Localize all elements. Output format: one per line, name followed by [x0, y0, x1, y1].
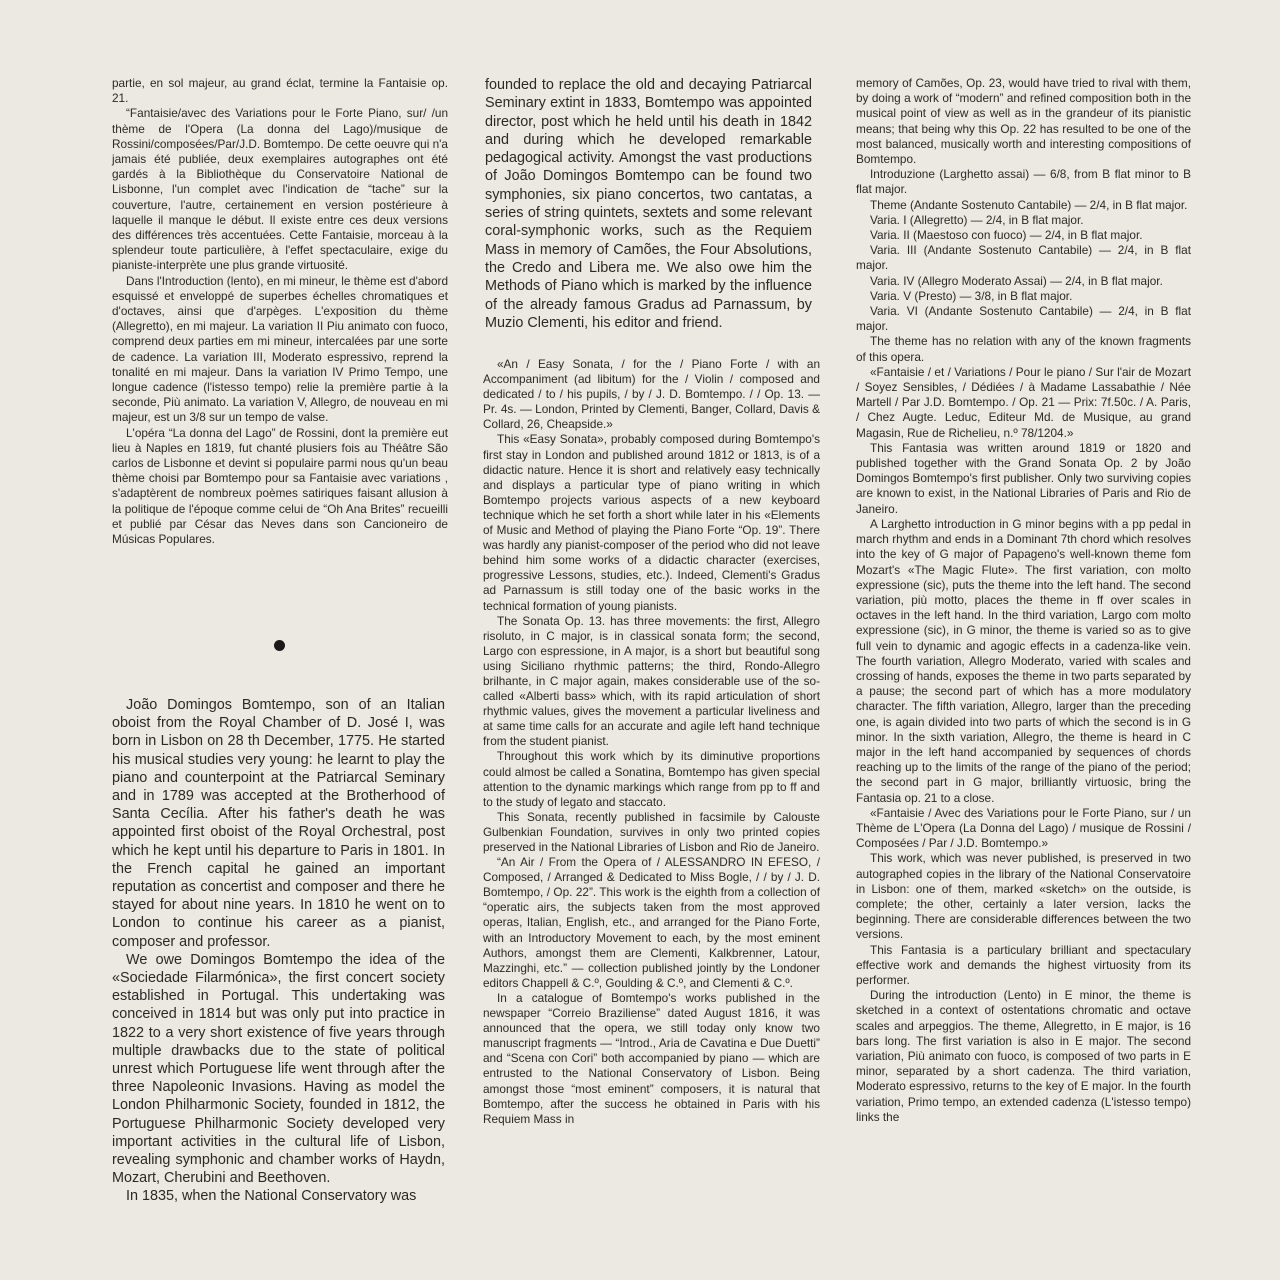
- paragraph: Theme (Andante Sostenuto Cantabile) — 2/4, in B flat major.: [870, 197, 1188, 212]
- paragraph: founded to replace the old and decaying Patriarcal Seminary extint in 1833, Bomtempo was appointed director, post which he held until his death in 1842 and during which he developed remarkable pedagogical activity. Amongst the vast productions of João Domingos Bomtempo can be found two symphonies, six piano concertos, two cantatas, a series of string quintets, sextets and some relevant coral-symphonic works, such as the Requiem Mass in memory of Camões, the Four Absolutions, the Credo and Libera me. We also owe him the Methods of Piano which is marked by the influence of the already famous Gradus ad Parnassum, by Muzio Clementi, his editor and friend.: [485, 77, 812, 331]
- paragraph: In 1835, when the National Conservatory was: [126, 1188, 417, 1205]
- paragraph: This Sonata, recently published in facsimile by Calouste Gulbenkian Foundation, survives in only two printed copies preserved in the National Libraries of Lisbon and Rio de Janeiro.: [483, 809, 820, 854]
- paragraph: Dans l'Introduction (lento), en mi mineur, le thème est d'abord esquissé et enveloppé de superbes échelles chromatiques et d'octaves, ainsi que d'arpèges. L'exposition du thème (Allegretto), en mi majeur. La variation II Piu animato con fuoco, comprend deux parties em mi mineur, intercalées par une sorte de cadence. La variation III, Moderato espressivo, reprend la tonalité en mi majeur. Dans la variation IV Primo Tempo, une longue cadence (l'istesso tempo) relie la première partie à la seconde, Più animato. La variation V, Allegro, de nouveau en mi majeur, est un 3/8 sur un tempo de valse.: [112, 273, 448, 425]
- paragraph: During the introduction (Lento) in E minor, the theme is sketched in a context of ostentations chromatic and octave scales and arpeggios. The theme, Allegretto, in E major, is 16 bars long. The first variation is also in E major. The second variation, Più animato con fuoco, is composed of two parts in E minor, separated by a short cadenza. The third variation, Moderato espressivo, returns to the key of E major. In the fourth variation, Primo tempo, an extended cadenza (L'istesso tempo) links the: [856, 988, 1191, 1124]
- paragraph: This Fantasia was written around 1819 or 1820 and published together with the Grand Sonata Op. 2 by João Domingos Bomtempo's first publisher. Only two surviving copies are known to exist, in the National Libraries of Paris and Rio de Janeiro.: [856, 440, 1191, 516]
- section-divider-dot: [274, 640, 285, 651]
- paragraph: L'opéra “La donna del Lago” de Rossini, dont la première eut lieu à Naples en 1819, fut chanté plusiers fois au Théâtre São carlos de Lisbonne et devint si populaire parmi nous qu'un beau thème choisi par Bomtempo pour sa Fantaisie avec variations , s'adaptèrent de nombreux poèmes satiriques faisant allusion à la politique de l'époque comme celui de “Oh Ana Brites” recueilli et publié par César das Neves dans son Cancioneiro de Músicas Populares.: [112, 425, 448, 547]
- paragraph: partie, en sol majeur, au grand éclat, termine la Fantaisie op. 21.: [112, 76, 448, 106]
- paragraph: A Larghetto introduction in G minor begins with a pp pedal in march rhythm and ends in a Dominant 7th chord which resolves into the key of G major of Papageno's well-known theme fom Mozart's «The Magic Flute». The first variation, con molto expressione (sic), puts the theme into the left hand. The second variation, più motto, places the theme in ff over scales in octaves in the left hand. In the third variation, Largo com molto expressione (sic), in G minor, the theme is varied so as to give full vein to dynamic and agogic effects in a cadenza-like vein. The fourth variation, Allegro Moderato, varied with scales and crossing of hands, exposes the theme in two parts separated by a pause; the second part of which has a more modulatory character. The fifth variation, Allegro, larger than the preceding one, is again divided into two parts of which the second is in G minor. In the sixth variation, Allegro, the theme is heard in C major in the left hand accompanied by sequences of chords reaching up to the limits of the range of the piano of the period; the second part in G major, brilliantly virtuosic, bring the Fantasia op. 21 to a close.: [856, 516, 1191, 805]
- biography-column: [112, 696, 445, 1206]
- fantasia-notes-column: [856, 76, 1191, 1125]
- paragraph: Varia. V (Presto) — 3/8, in B flat major.: [870, 288, 1073, 303]
- paragraph: Varia. II (Maestoso con fuoco) — 2/4, in B flat major.: [870, 228, 1143, 243]
- paragraph: memory of Camões, Op. 23, would have tried to rival with them, by doing a work of “modern” and refined composition both in the musical point of view as well as in the grandeur of its pianistic means; that being why this Op. 22 has resulted to be one of the most balanced, musically worth and interesting compositions of Bomtempo.: [856, 76, 1191, 167]
- paragraph: This «Easy Sonata», probably composed during Bomtempo's first stay in London and published around 1812 or 1813, is of a didactic nature. Hence it is short and relatively easy technically and displays a particular type of piano writing in which Bomtempo projects various aspects of a new keyboard technique which he set forth a short while later in his «Elements of Music and Method of playing the Piano Forte “Op. 19”. There was hardly any pianist-composer of the period who did not leave behind him some works of a didactic character (exercises, progressive Lessons, studies, etc.). Indeed, Clementi's Gradus ad Parnassum is still today one of the basic works in the technical formation of young pianists.: [483, 432, 820, 613]
- paragraph: The Sonata Op. 13. has three movements: the first, Allegro risoluto, in C major, is in classical sonata form; the second, Largo con espressione, in A major, is a short but beautiful song using Siciliano rhythmic patterns; the third, Rondo-Allegro brilhante, in C major again, makes considerable use of the so-called «Alberti bass» which, with its rapid articulation of short rhythmic values, gives the movement a particular liveliness and at same time calls for an accurate and agile left hand technique from the student pianist.: [483, 613, 820, 749]
- paragraph: «An / Easy Sonata, / for the / Piano Forte / with an Accompaniment (ad libitum) for the / Violin / composed and dedicated / to / his pupils, / by / J. D. Bomtempo. / / Op. 13. — Pr. 4s. — London, Printed by Clementi, Banger, Collard, Davis & Collard, 26, Cheapside.»: [483, 357, 820, 432]
- paragraph: Throughout this work which by its diminutive proportions could almost be called a Sonatina, Bomtempo has given special attention to the dynamic markings which range from pp to ff and to the study of legato and staccato.: [483, 749, 820, 809]
- paragraph: The theme has no relation with any of the known fragments of this opera.: [856, 334, 1191, 364]
- paragraph: In a catalogue of Bomtempo's works published in the newspaper “Correio Braziliense” dated August 1816, it was announced that the opera, we still today only know two manuscript fragments — “Introd., Aria de Cavatina e Due Duetti” and “Scena con Cori” both accompanied by piano — which are entrusted to the National Conservatory of Lisbon. Being amongst those “most eminent” composers, it is natural that Bomtempo, after the success he obtained in Paris with his Requiem Mass in: [483, 990, 820, 1126]
- paragraph: João Domingos Bomtempo, son of an Italian oboist from the Royal Chamber of D. José I, was born in Lisbon on 28 th December, 1775. He started his musical studies very young: he learnt to play the piano and counterpoint at the Patriarcal Seminary and in 1789 was accepted at the Brotherhood of Santa Cecília. After his father's death he was appointed first oboist of the Royal Orchestral, post which he kept until his departure to Paris in 1801. In the French capital he gained an important reputation as concertist and composer and there he stayed for about nine years. In 1810 he went on to London to continue his career as a pianist, composer and professor.: [112, 697, 445, 950]
- paragraph: This Fantasia is a particulary brilliant and spectaculary effective work and demands the highest virtuosity from its performer.: [856, 942, 1191, 987]
- paragraph: “Fantaisie/avec des Variations pour le Forte Piano, sur/ /un thème de l'Opera (La donna del Lago)/musique de Rossini/composées/Par/J.D. Bomtempo. De cette oeuvre qui n'a jamais été publiée, deux exemplaires autographes ont été gardés à la Bibliothèque du Conservatoire National de Lisbonne, l'un complet avec l'indication de “tache” sur la couverture, l'autre, certainement en version postérieure à laquelle il manque le début. Il existe entre ces deux versions des différences très accentuées. Cette Fantaisie, morceau à la splendeur toute particulière, à l'effet spectaculaire, exige du pianiste-interprète une plus grande virtuosité.: [112, 106, 448, 273]
- sonata-notes-column: [483, 357, 820, 1127]
- paragraph: «Fantaisie / et / Variations / Pour le piano / Sur l'air de Mozart / Soyez Sensibles, / Dédiées / à Madame Lassabathie / Née Martell / Par J.D. Bomtempo. / Op. 21 — Prix: 7f.50c. / A. Paris, / Chez Augte. Leduc, Editeur Md. de Musique, au grand Magasin, Rue de Richelieu, n.º 78/1204.»: [856, 364, 1191, 440]
- paragraph: We owe Domingos Bomtempo the idea of the «Sociedade Filarmónica», the first concert society established in Portugal. This undertaking was conceived in 1814 but was only put into practice in 1822 to a very short existence of five years through multiple drawbacks due to the state of political unrest which Portuguese life went through after the three Napoleonic Invasions. Having as model the London Philharmonic Society, founded in 1812, the Portuguese Philharmonic Society developed very important activities in the cultural life of Lisbon, revealing symphonic and chamber works of Haydn, Mozart, Cherubini and Beethoven.: [112, 951, 445, 1187]
- paragraph: This work, which was never published, is preserved in two autographed copies in the library of the National Conservatoire in Lisbon: one of them, marked «sketch» on the outside, is complete; the other, certainly a later version, lacks the beginning. There are considerable differences between the two versions.: [856, 851, 1191, 942]
- paragraph: Varia. IV (Allegro Moderato Assai) — 2/4, in B flat major.: [870, 273, 1163, 288]
- paragraph: Varia. III (Andante Sostenuto Cantabile) — 2/4, in B flat major.: [856, 243, 1191, 273]
- biography-continuation: [485, 76, 812, 332]
- french-notes-column: [112, 76, 448, 547]
- paragraph: Introduzione (Larghetto assai) — 6/8, from B flat minor to B flat major.: [856, 167, 1191, 197]
- paragraph: Varia. I (Allegretto) — 2/4, in B flat major.: [870, 212, 1084, 227]
- paragraph: Varia. VI (Andante Sostenuto Cantabile) — 2/4, in B flat major.: [856, 304, 1191, 334]
- paragraph: «Fantaisie / Avec des Variations pour le Forte Piano, sur / un Thème de L'Opera (La Donna del Lago) / musique de Rossini / Composées / Par / J.D. Bomtempo.»: [856, 805, 1191, 851]
- paragraph: “An Air / From the Opera of / ALESSANDRO IN EFESO, / Composed, / Arranged & Dedicated to Miss Bogle, / / by / J. D. Bomtempo, / Op. 22”. This work is the eighth from a collection of “operatic airs, the subjects taken from the most approved operas, Italian, English, etc., and arranged for the Piano Forte, with an Introductory Movement to each, by the most eminent Authors, amongst them are Clementi, Kalkbrenner, Latour, Mazzinghi, etc.” — collection published jointly by the Londoner editors Chappell & C.º, Goulding & C.º, and Clementi & C.º.: [483, 855, 820, 990]
